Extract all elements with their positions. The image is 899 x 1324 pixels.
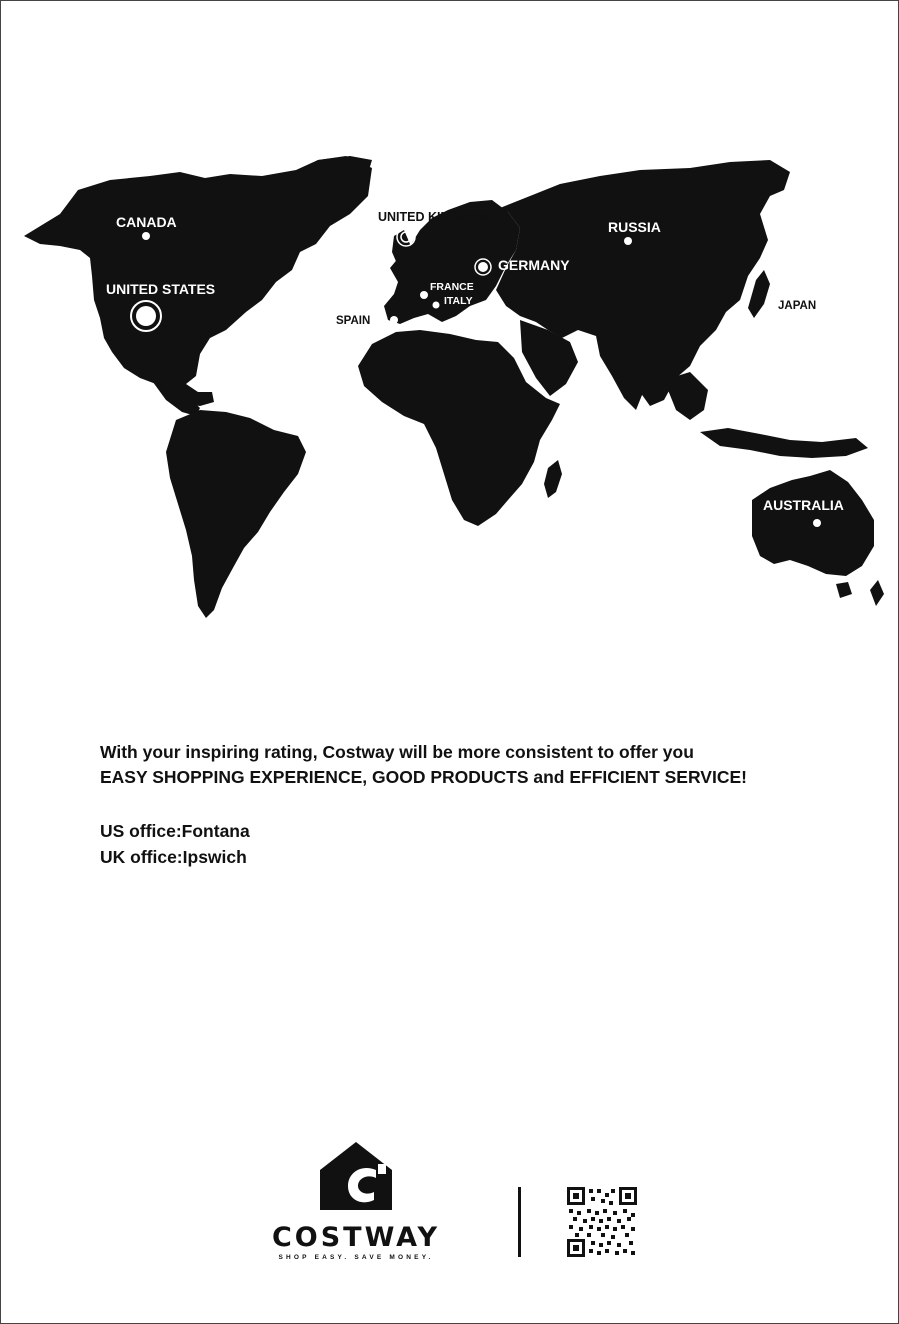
- office-info: [100, 818, 250, 870]
- label-united-kingdom: UNITED KINGDOM: [378, 210, 489, 224]
- world-map: [0, 0, 899, 660]
- label-italy: ITALY: [444, 295, 473, 307]
- qr-code-icon: [567, 1187, 637, 1257]
- label-germany: GERMANY: [498, 257, 570, 273]
- label-canada: CANADA: [116, 214, 177, 230]
- logo-divider: [518, 1187, 521, 1257]
- house-c-icon: [318, 1140, 394, 1212]
- australia-marker: [813, 519, 821, 527]
- germany-marker-inner: [478, 262, 488, 272]
- label-france: FRANCE: [430, 281, 474, 293]
- brand-tagline: SHOP EASY. SAVE MONEY.: [278, 1254, 434, 1261]
- se-asia-shape: [664, 372, 708, 420]
- south-america-shape: [166, 410, 306, 618]
- costway-logo: [258, 1140, 458, 1265]
- france-marker: [420, 291, 428, 299]
- label-russia: RUSSIA: [608, 219, 661, 235]
- message-line-1: With your inspiring rating, Costway will be more consistent to offer you: [100, 742, 694, 762]
- us-marker-inner: [136, 306, 156, 326]
- spain-marker: [390, 316, 398, 324]
- tasmania-shape: [836, 582, 852, 598]
- message-line-2: EASY SHOPPING EXPERIENCE, GOOD PRODUCTS and EFFICIENT SERVICE!: [100, 767, 747, 787]
- madagascar-shape: [544, 460, 562, 498]
- italy-marker: [433, 302, 440, 309]
- thank-you-message: [100, 740, 747, 790]
- uk-office: UK office:Ipswich: [100, 847, 247, 867]
- canada-marker: [142, 232, 150, 240]
- japan-shape: [748, 270, 770, 318]
- label-australia: AUSTRALIA: [763, 497, 844, 513]
- russia-marker: [624, 237, 632, 245]
- indonesia-shape: [700, 428, 868, 458]
- label-spain: SPAIN: [336, 315, 371, 327]
- new-zealand-shape: [870, 580, 884, 606]
- brand-wordmark: COSTWAY: [271, 1222, 441, 1253]
- us-office: US office:Fontana: [100, 821, 250, 841]
- label-united-states: UNITED STATES: [106, 281, 216, 297]
- label-japan: JAPAN: [778, 300, 817, 312]
